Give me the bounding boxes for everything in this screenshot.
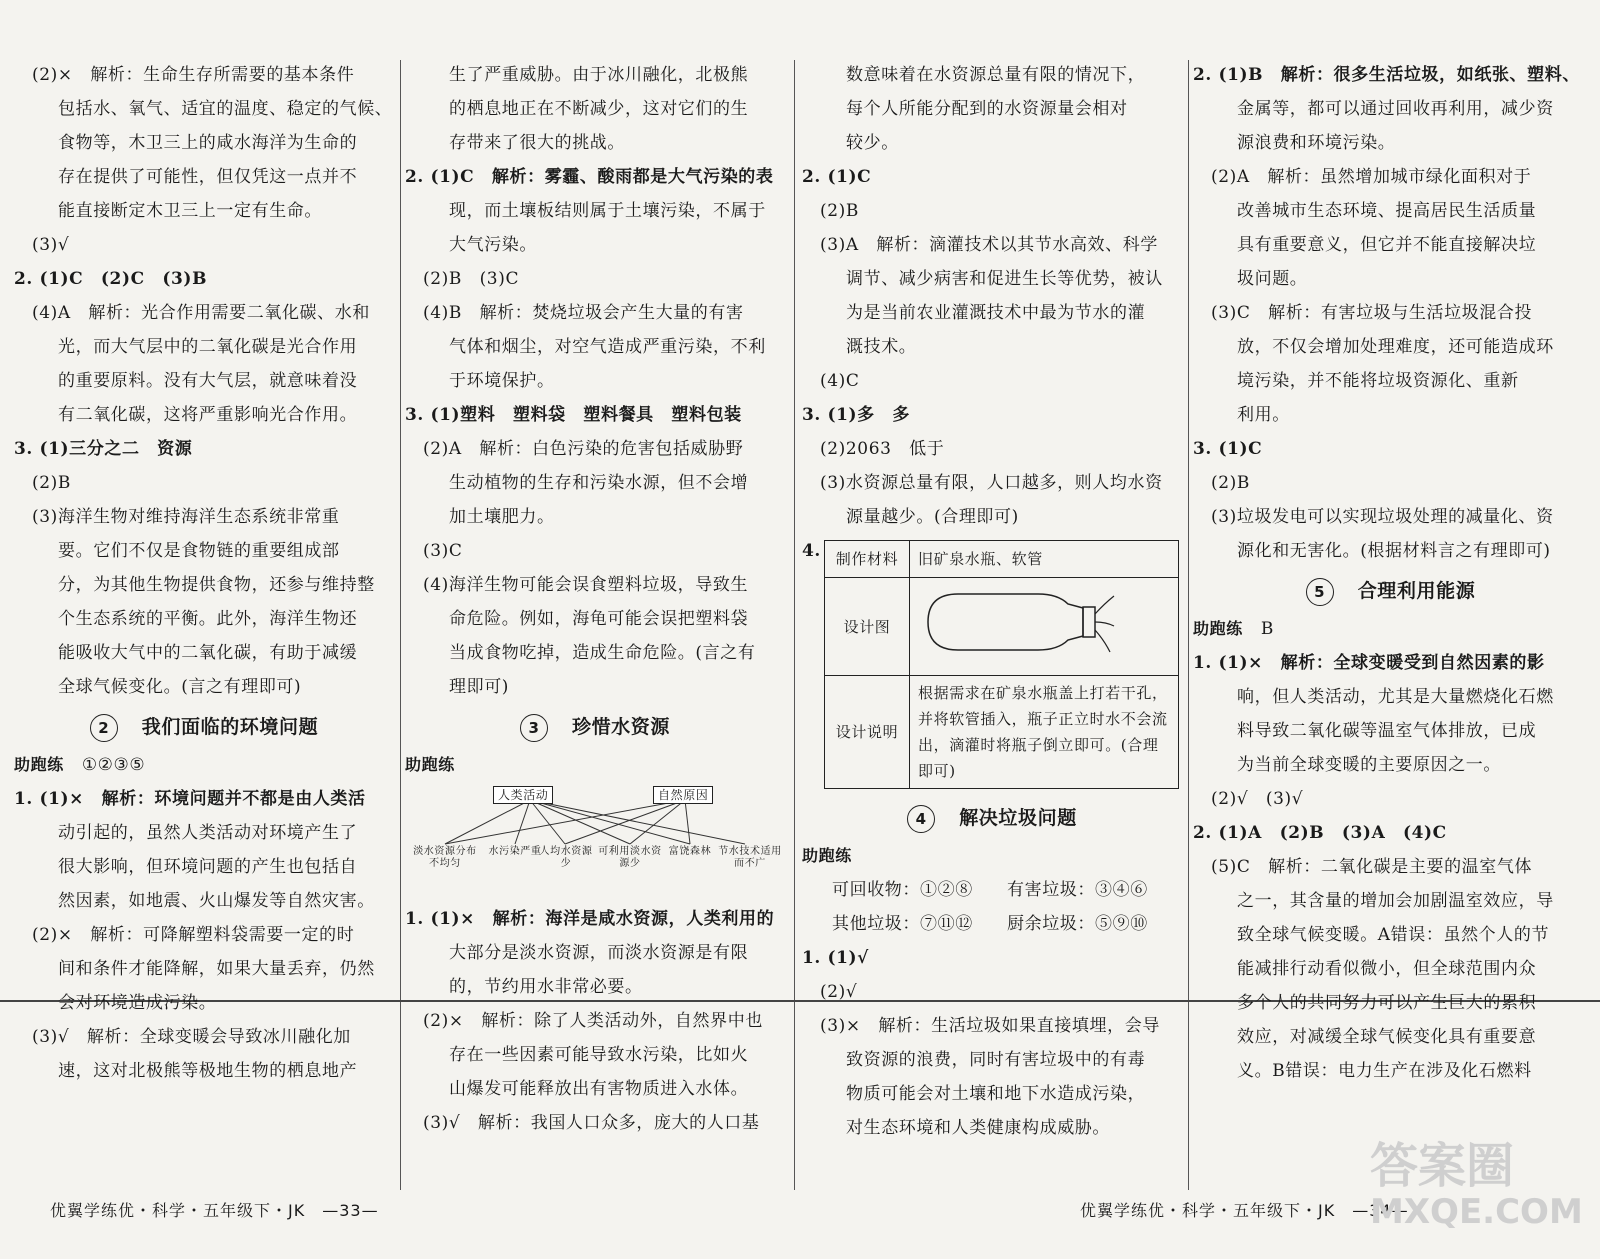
- text-line: 改善城市生态环境、提高居民生活质量: [1237, 201, 1537, 221]
- design-drawing: [910, 578, 1179, 676]
- diagram-lines: [405, 782, 785, 902]
- text-line: 响，但人类活动，尤其是大量燃烧化石燃: [1237, 687, 1554, 707]
- section-title: 珍惜水资源: [571, 716, 670, 738]
- text-line: 2. (1)C 解析：雾霾、酸雨都是大气污染的表: [405, 167, 774, 187]
- text-line: 会对环境造成污染。: [58, 993, 217, 1013]
- text-line: 对生态环境和人类健康构成威胁。: [846, 1118, 1110, 1138]
- bottle-drawing: [918, 582, 1118, 662]
- page-footer-right: 优翼学练优・科学・五年级下・JK —34—: [1080, 1201, 1409, 1220]
- text-line: 3. (1)多 多: [802, 405, 910, 425]
- text-line: 为是当前农业灌溉技术中最为节水的灌: [846, 303, 1146, 323]
- text-line: (3)水资源总量有限，人口越多，则人均水资: [820, 473, 1163, 493]
- text-line: 2. (1)C: [802, 167, 872, 187]
- text-line: 致全球气候变暖。A错误：虽然个人的节: [1237, 925, 1550, 945]
- section-number: 4: [907, 805, 935, 833]
- text-line: 的重要原料。没有大气层，就意味着没: [58, 371, 358, 391]
- text-line: 每个人所能分配到的水资源量会相对: [846, 99, 1128, 119]
- text-line: (2)B: [1211, 473, 1250, 493]
- text-line: 物质可能会对土壤和地下水造成污染，: [846, 1084, 1146, 1104]
- column-divider-2: [794, 60, 795, 1190]
- text-line: (3)√ 解析：全球变暖会导致冰川融化加: [32, 1027, 351, 1047]
- text-line: 金属等，都可以通过回收再利用，减少资: [1237, 99, 1554, 119]
- text-line: 存在提供了可能性，但仅凭这一点并不: [58, 167, 358, 187]
- text-line: (2)A 解析：虽然增加城市绿化面积对于: [1211, 167, 1532, 187]
- water-cause-diagram: [405, 782, 785, 902]
- text-line: 大部分是淡水资源，而淡水资源是有限: [449, 943, 749, 963]
- zhupao-label: 助跑练: [14, 755, 64, 774]
- note-key: 设计说明: [825, 676, 910, 789]
- text-line: (2)B (3)C: [423, 269, 520, 289]
- text-line: 气体和烟尘，对空气造成严重污染，不利: [449, 337, 766, 357]
- section-title: 我们面临的环境问题: [141, 716, 319, 738]
- text-line: 为当前全球变暖的主要原因之一。: [1237, 755, 1501, 775]
- text-line: 1. (1)× 解析：海洋是咸水资源，人类利用的: [405, 909, 775, 929]
- text-line: (3)√ 解析：我国人口众多，庞大的人口基: [423, 1113, 760, 1133]
- text-line: 能直接断定木卫三上一定有生命。: [58, 201, 322, 221]
- natural-cause-box: 自然原因: [653, 786, 713, 804]
- text-line: 生了严重威胁。由于冰川融化，北极熊: [449, 65, 749, 85]
- zhupao-label: 助跑练: [1193, 619, 1243, 638]
- text-line: 具有重要意义，但它并不能直接解决垃: [1237, 235, 1537, 255]
- text-line: 源量越少。(合理即可): [846, 507, 1019, 527]
- text-line: 的，节约用水非常必要。: [449, 977, 643, 997]
- text-line: 3. (1)三分之二 资源: [14, 439, 193, 459]
- text-line: (3)A 解析：滴灌技术以其节水高效、科学: [820, 235, 1158, 255]
- text-line: 现，而土壤板结则属于土壤污染，不属于: [449, 201, 766, 221]
- section-heading: [14, 710, 394, 744]
- text-line: 很大影响，但环境问题的产生也包括自: [58, 857, 358, 877]
- section-title: 解决垃圾问题: [959, 807, 1077, 829]
- text-line: 食物等，木卫三上的咸水海洋为生命的: [58, 133, 358, 153]
- text-line: 动引起的，虽然人类活动对环境产生了: [58, 823, 358, 843]
- text-line: 2. (1)A (2)B (3)A (4)C: [1193, 823, 1447, 843]
- text-line: (2)√: [820, 982, 858, 1002]
- zhupao-label: 助跑练: [405, 755, 455, 774]
- text-line: 源化和无害化。(根据材料言之有理即可): [1237, 541, 1551, 561]
- text-line: 2. (1)C (2)C (3)B: [14, 269, 208, 289]
- text-line: 有二氧化碳，这将严重影响光合作用。: [58, 405, 358, 425]
- material-value: 旧矿泉水瓶、软管: [910, 541, 1179, 578]
- text-line: (4)B 解析：焚烧垃圾会产生大量的有害: [423, 303, 744, 323]
- text-line: (3)C: [423, 541, 463, 561]
- text-line: (2)× 解析：生命生存所需要的基本条件: [32, 65, 355, 85]
- text-line: 速，这对北极熊等极地生物的栖息地产: [58, 1061, 358, 1081]
- text-line: (3)海洋生物对维持海洋生态系统非常重: [32, 507, 340, 527]
- watermark-url: MXQE.COM: [1370, 1192, 1583, 1232]
- text-line: 2. (1)B 解析：很多生活垃圾，如纸张、塑料、: [1193, 65, 1580, 85]
- human-activity-box: 人类活动: [493, 786, 553, 804]
- section-title: 合理利用能源: [1357, 580, 1476, 602]
- text-line: (3)C 解析：有害垃圾与生活垃圾混合投: [1211, 303, 1533, 323]
- text-line: 加土壤肥力。: [449, 507, 555, 527]
- section-heading: [1193, 574, 1588, 608]
- design-table-wrap: [802, 540, 1182, 789]
- text-line: (4)海洋生物可能会误食塑料垃圾，导致生: [423, 575, 749, 595]
- other-answer: 其他垃圾：⑦⑪⑫: [832, 914, 973, 934]
- text-line: 然因素，如地震、火山爆发等自然灾害。: [58, 891, 375, 911]
- design-key: 设计图: [825, 578, 910, 676]
- text-line: 存在一些因素可能导致水污染，比如火: [449, 1045, 749, 1065]
- text-line: 于环境保护。: [449, 371, 555, 391]
- text-line: 存带来了很大的挑战。: [449, 133, 625, 153]
- text-line: 命危险。例如，海龟可能会误把塑料袋: [449, 609, 749, 629]
- text-line: 包括水、氧气、适宜的温度、稳定的气候、: [58, 99, 393, 119]
- diagram-leaf: 节水技术适用而不广: [718, 846, 782, 869]
- text-line: (2)B: [32, 473, 71, 493]
- text-line: (3)垃圾发电可以实现垃圾处理的减量化、资: [1211, 507, 1554, 527]
- column-3: [802, 58, 1182, 1145]
- text-line: 义。B错误：电力生产在涉及化石燃料: [1237, 1061, 1532, 1081]
- text-line: 生动植物的生存和污染水源，但不会增: [449, 473, 749, 493]
- section-number: 2: [90, 714, 118, 742]
- zhupao-answer: B: [1260, 619, 1274, 639]
- text-line: 利用。: [1237, 405, 1290, 425]
- text-line: (5)C 解析：二氧化碳是主要的温室气体: [1211, 857, 1533, 877]
- text-line: 境污染，并不能将垃圾资源化、重新: [1237, 371, 1519, 391]
- design-table: [824, 540, 1179, 789]
- text-line: 个生态系统的平衡。此外，海洋生物还: [58, 609, 358, 629]
- diagram-leaf: 富饶森林: [668, 846, 712, 857]
- material-key: 制作材料: [825, 541, 910, 578]
- text-line: 当成食物吃掉，造成生命危险。(言之有: [449, 643, 756, 663]
- recyclable-answer: 可回收物：①②⑧: [832, 880, 973, 900]
- garbage-sort-row: [802, 907, 1182, 941]
- column-divider-3: [1188, 60, 1189, 1190]
- site-watermark: [1370, 1140, 1600, 1250]
- text-line: 的栖息地正在不断减少，这对它们的生: [449, 99, 749, 119]
- text-line: 数意味着在水资源总量有限的情况下，: [846, 65, 1146, 85]
- diagram-leaf: 水污染严重: [488, 846, 542, 857]
- text-line: (2)× 解析：除了人类活动外，自然界中也: [423, 1011, 763, 1031]
- column-1: [14, 58, 394, 1088]
- watermark-logo-text: 答案圈: [1370, 1138, 1515, 1194]
- text-line: 3. (1)C: [1193, 439, 1263, 459]
- text-line: 调节、减少病害和促进生长等优势，被认: [846, 269, 1163, 289]
- text-line: (3)× 解析：生活垃圾如果直接填埋，会导: [820, 1016, 1160, 1036]
- section-number: 5: [1306, 578, 1334, 606]
- note-value: 根据需求在矿泉水瓶盖上打若干孔，并将软管插入，瓶子正立时水不会流出，滴灌时将瓶子倒立即可。(合理即可): [910, 676, 1179, 789]
- text-line: 光，而大气层中的二氧化碳是光合作用: [58, 337, 358, 357]
- text-line: 理即可): [449, 677, 510, 697]
- text-line: (4)A 解析：光合作用需要二氧化碳、水和: [32, 303, 370, 323]
- text-line: 大气污染。: [449, 235, 537, 255]
- text-line: (3)√: [32, 235, 70, 255]
- page-footer-left: 优翼学练优・科学・五年级下・JK —33—: [50, 1201, 379, 1220]
- text-line: 源浪费和环境污染。: [1237, 133, 1396, 153]
- diagram-leaf: 人均水资源少: [539, 846, 593, 869]
- text-line: (2)A 解析：白色污染的危害包括威胁野: [423, 439, 744, 459]
- text-line: (2)× 解析：可降解塑料袋需要一定的时: [32, 925, 355, 945]
- text-line: (2)B: [820, 201, 859, 221]
- section-heading: [802, 801, 1182, 835]
- kitchen-answer: 厨余垃圾：⑤⑨⑩: [1007, 914, 1148, 934]
- text-line: (2)2063 低于: [820, 439, 945, 459]
- zhupao-answer: ①②③⑤: [81, 755, 146, 775]
- text-line: 1. (1)× 解析：环境问题并不都是由人类活: [14, 789, 366, 809]
- text-line: 1. (1)× 解析：全球变暖受到自然因素的影: [1193, 653, 1545, 673]
- diagram-leaf: 淡水资源分布不均匀: [413, 846, 477, 869]
- text-line: 全球气候变化。(言之有理即可): [58, 677, 302, 697]
- text-line: 较少。: [846, 133, 899, 153]
- section-number: 3: [520, 714, 548, 742]
- text-line: 效应，对减缓全球气候变化具有重要意: [1237, 1027, 1537, 1047]
- text-line: 3. (1)塑料 塑料袋 塑料餐具 塑料包装: [405, 405, 742, 425]
- text-line: 多个人的共同努力可以产生巨大的累积: [1237, 993, 1537, 1013]
- garbage-sort-row: [802, 873, 1182, 907]
- column-4: [1193, 58, 1588, 1088]
- text-line: 能减排行动看似微小，但全球范围内众: [1237, 959, 1537, 979]
- diagram-leaf: 可利用淡水资源少: [598, 846, 662, 869]
- text-line: 能吸收大气中的二氧化碳，有助于减缓: [58, 643, 358, 663]
- question-number: 4.: [802, 541, 821, 561]
- column-2: [405, 58, 785, 1140]
- zhupao-label: 助跑练: [802, 846, 852, 865]
- section-heading: [405, 710, 785, 744]
- text-line: 圾问题。: [1237, 269, 1308, 289]
- column-divider-1: [400, 60, 401, 1190]
- text-line: 山爆发可能释放出有害物质进入水体。: [449, 1079, 749, 1099]
- text-line: 要。它们不仅是食物链的重要组成部: [58, 541, 340, 561]
- text-line: 料导致二氧化碳等温室气体排放，已成: [1237, 721, 1537, 741]
- text-line: 放，不仅会增加处理难度，还可能造成环: [1237, 337, 1554, 357]
- text-line: 1. (1)√: [802, 948, 869, 968]
- hazardous-answer: 有害垃圾：③④⑥: [1007, 880, 1148, 900]
- text-line: 之一，其含量的增加会加剧温室效应，导: [1237, 891, 1554, 911]
- text-line: 致资源的浪费，同时有害垃圾中的有毒: [846, 1050, 1146, 1070]
- text-line: 溉技术。: [846, 337, 917, 357]
- text-line: (2)√ (3)√: [1211, 789, 1304, 809]
- text-line: 间和条件才能降解，如果大量丢弃，仍然: [58, 959, 375, 979]
- text-line: (4)C: [820, 371, 860, 391]
- text-line: 分，为其他生物提供食物，还参与维持整: [58, 575, 375, 595]
